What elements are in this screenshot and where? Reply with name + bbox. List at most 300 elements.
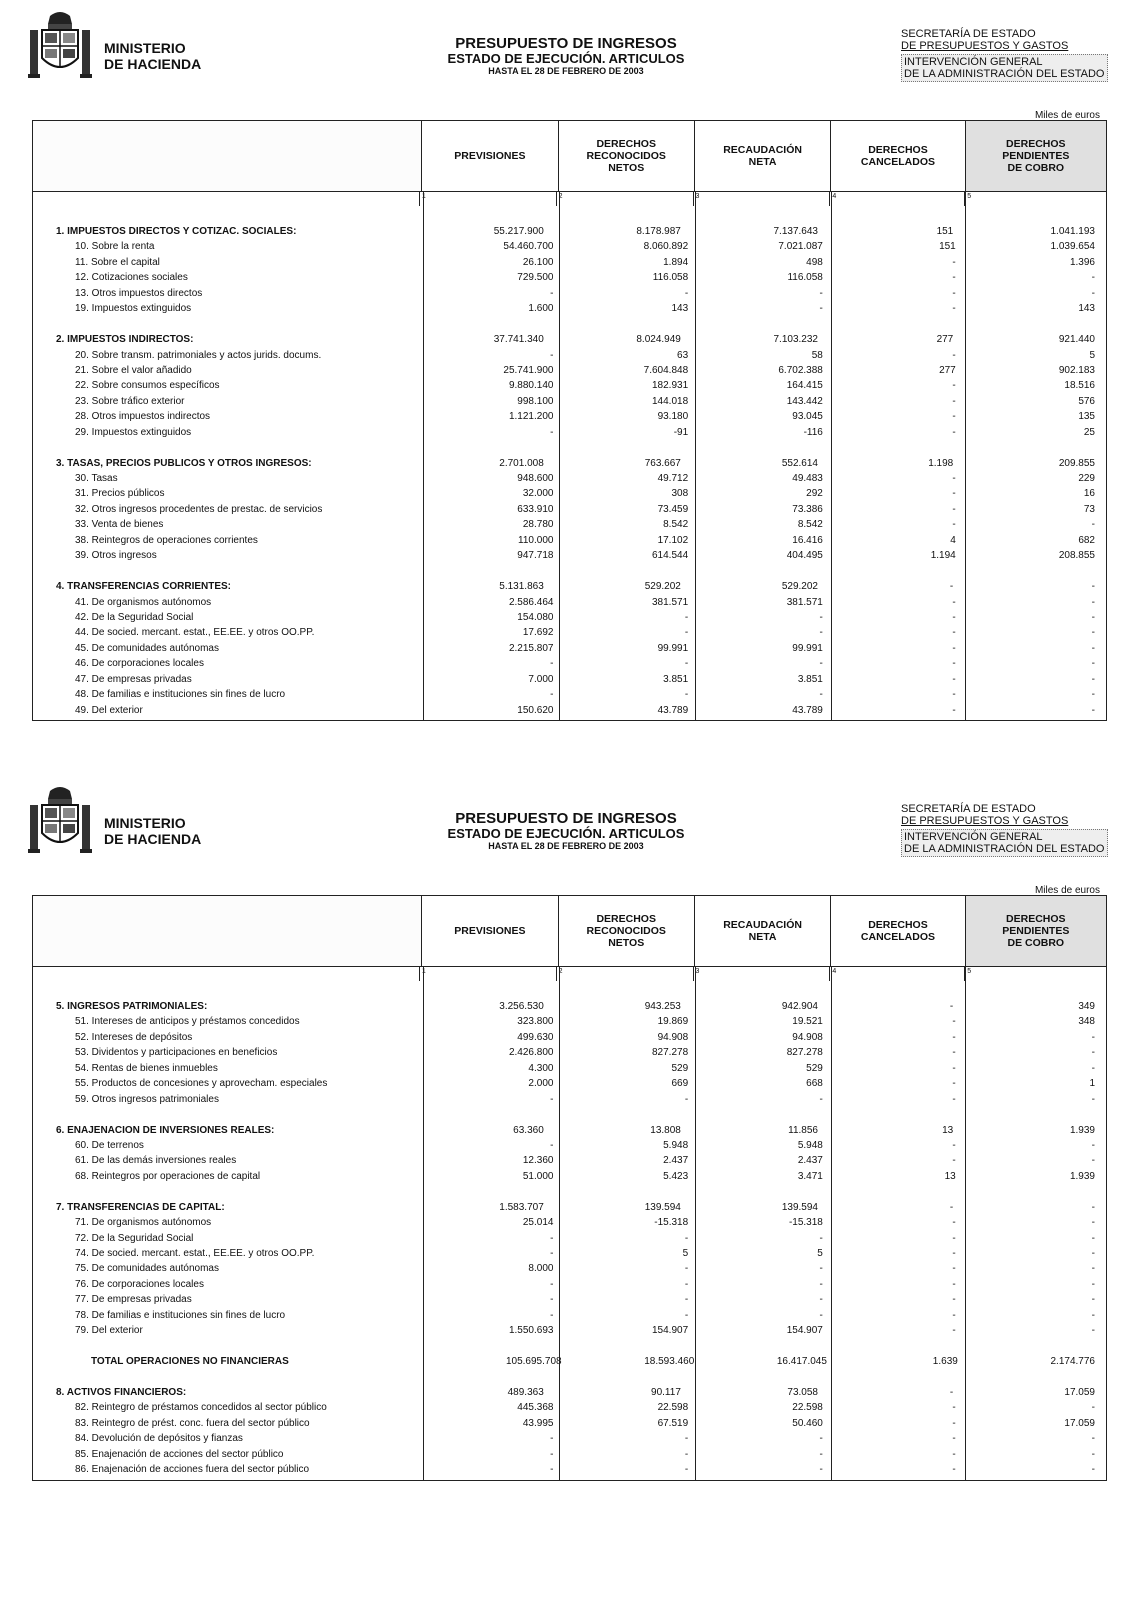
cell-col-4: - <box>952 1155 956 1167</box>
cell-col-3: 154.907 <box>786 1325 823 1337</box>
col-header-text: DERECHOS CANCELADOS <box>860 144 935 168</box>
cell-col-1: 37.741.340 <box>493 334 544 346</box>
cell-col-3: - <box>819 1464 823 1476</box>
cell-col-1: 54.460.700 <box>503 241 554 253</box>
cell-col-1: 323.800 <box>517 1016 554 1028</box>
cell-col-1: - <box>550 658 554 670</box>
row-label: 39. Otros ingresos <box>75 550 157 562</box>
cell-col-4: 13 <box>942 1124 954 1136</box>
cell-col-4: - <box>952 1217 956 1229</box>
cell-col-2: 614.544 <box>652 550 689 562</box>
col-num-2: 2 <box>556 967 693 981</box>
col-header-text: DERECHOS CANCELADOS <box>860 919 935 943</box>
cell-col-5: - <box>1091 519 1095 531</box>
cell-col-5: - <box>1091 1263 1095 1275</box>
col-header-previsiones: PREVISIONES <box>421 896 557 966</box>
col-num-5: 5 <box>964 192 1106 206</box>
cell-col-3: - <box>819 1263 823 1275</box>
cell-col-2: 143 <box>671 303 689 315</box>
table-row <box>33 1153 1106 1168</box>
table-row <box>33 1447 1106 1462</box>
cell-col-2: 19.869 <box>657 1016 689 1028</box>
cell-col-4: 4 <box>950 534 956 546</box>
row-label: 41. De organismos autónomos <box>75 596 212 608</box>
cell-col-1: - <box>550 1139 554 1151</box>
row-label: 49. Del exterior <box>75 704 143 716</box>
cell-col-4: 1.639 <box>932 1356 958 1368</box>
cell-col-1: - <box>550 426 554 438</box>
cell-col-1: 947.718 <box>517 550 554 562</box>
table-row <box>33 239 1106 254</box>
cell-col-4: - <box>952 256 956 268</box>
cell-col-3: 143.442 <box>786 395 823 407</box>
row-label: 72. De la Seguridad Social <box>75 1232 194 1244</box>
col-header-text: DERECHOS RECONOCIDOS NETOS <box>586 913 666 949</box>
cell-col-1: - <box>550 349 554 361</box>
cell-col-3: - <box>819 1232 823 1244</box>
cell-col-2: 139.594 <box>644 1201 681 1213</box>
report-title <box>380 811 752 852</box>
cell-col-3: 58 <box>811 349 823 361</box>
cell-col-3: 498 <box>806 256 823 268</box>
cell-col-4: - <box>952 1263 956 1275</box>
cell-col-4: - <box>952 1309 956 1321</box>
cell-col-2: 827.278 <box>652 1047 689 1059</box>
cell-col-3: 7.137.643 <box>773 226 818 237</box>
cell-col-5: 135 <box>1078 411 1095 423</box>
section-row <box>33 579 1106 594</box>
report-page-1 <box>0 0 1148 760</box>
row-label: 68. Reintegros por operaciones de capital <box>75 1170 261 1182</box>
cell-col-5: 349 <box>1078 1001 1095 1012</box>
cell-col-5: 5 <box>1089 349 1095 361</box>
row-spacer <box>33 1107 1106 1122</box>
cell-col-4: - <box>949 581 954 593</box>
table-row <box>33 409 1106 424</box>
cell-col-3: 73.058 <box>787 1386 818 1398</box>
cell-col-1: 150.620 <box>517 704 554 716</box>
col-divider <box>695 967 696 1480</box>
cell-col-2: 2.437 <box>663 1155 689 1167</box>
cell-col-2: 763.667 <box>644 457 681 469</box>
table-row <box>33 1030 1106 1045</box>
row-label: 42. De la Seguridad Social <box>75 611 194 623</box>
row-label: 54. Rentas de bienes inmuebles <box>75 1062 218 1074</box>
col-num-3: 3 <box>693 192 830 206</box>
cell-col-4: 151 <box>936 226 954 237</box>
cell-col-2: 529.202 <box>644 581 681 593</box>
cell-col-5: 209.855 <box>1058 457 1095 469</box>
row-label: TOTAL OPERACIONES NO FINANCIERAS <box>91 1356 289 1368</box>
table-row <box>33 425 1106 440</box>
cell-col-4: - <box>952 1093 956 1105</box>
secretaria-line-1: SECRETARÍA DE ESTADO <box>901 28 1036 40</box>
intervencion-box <box>901 54 1108 82</box>
row-label: 10. Sobre la renta <box>75 241 155 253</box>
cell-col-1: 1.550.693 <box>508 1325 554 1337</box>
row-label: 33. Venta de bienes <box>75 519 164 531</box>
row-spacer <box>33 1370 1106 1385</box>
section-row <box>33 456 1106 471</box>
cell-col-4: - <box>952 303 956 315</box>
table-row <box>33 1215 1106 1230</box>
cell-col-3: 8.542 <box>797 519 823 531</box>
cell-col-4: - <box>952 1016 956 1028</box>
cell-col-1: 2.215.807 <box>508 642 554 654</box>
cell-col-3: 7.103.232 <box>773 334 818 346</box>
cell-col-3: 99.991 <box>792 642 823 654</box>
secretaria-line-3: INTERVENCIÓN GENERAL <box>904 56 1043 68</box>
cell-col-2: 43.789 <box>657 704 689 716</box>
cell-col-2: - <box>684 627 689 639</box>
cell-col-5: - <box>1091 1093 1095 1105</box>
table-row <box>33 1045 1106 1060</box>
table-row <box>33 595 1106 610</box>
cell-col-2: 1.894 <box>663 256 689 268</box>
row-spacer <box>33 440 1106 455</box>
table-row <box>33 703 1106 718</box>
cell-col-3: 3.471 <box>797 1170 823 1182</box>
cell-col-2: - <box>684 689 689 701</box>
cell-col-2: - <box>684 658 689 670</box>
cell-col-4: - <box>952 349 956 361</box>
section-row <box>33 1200 1106 1215</box>
cell-col-3: 5 <box>817 1248 823 1259</box>
secretaria-line-2: DE PRESUPUESTOS Y GASTOS <box>901 40 1069 52</box>
cell-col-4: - <box>952 1417 956 1429</box>
intervencion-box <box>901 829 1108 857</box>
cell-col-1: 55.217.900 <box>493 226 544 237</box>
cell-col-2: 49.712 <box>657 473 689 484</box>
cell-col-2: - <box>684 1448 689 1460</box>
table-body <box>33 981 1106 1480</box>
cell-col-5: 1.939 <box>1069 1170 1095 1182</box>
cell-col-5: - <box>1091 1278 1095 1290</box>
cell-col-2: 63 <box>677 349 689 361</box>
cell-col-1: - <box>550 1248 554 1259</box>
cell-col-1: - <box>550 1232 554 1244</box>
col-header-cancelados <box>830 121 964 191</box>
cell-col-2: -91 <box>673 426 689 438</box>
cell-col-5: 208.855 <box>1058 550 1095 562</box>
col-header-text: DERECHOS PENDIENTES DE COBRO <box>1002 138 1070 174</box>
execution-table <box>32 895 1107 1481</box>
cell-col-3: 50.460 <box>792 1417 823 1429</box>
row-label: 71. De organismos autónomos <box>75 1217 212 1229</box>
secretaria-line-2: DE PRESUPUESTOS Y GASTOS <box>901 815 1069 827</box>
col-num-blank <box>33 192 419 206</box>
header-blank <box>33 121 421 191</box>
table-row <box>33 348 1106 363</box>
cell-col-3: - <box>819 1093 823 1105</box>
row-label: 6. ENAJENACION DE INVERSIONES REALES: <box>56 1124 275 1136</box>
cell-col-5: - <box>1091 689 1095 701</box>
cell-col-4: - <box>949 1001 954 1012</box>
cell-col-1: 2.586.464 <box>508 596 554 608</box>
row-label: 60. De terrenos <box>75 1139 144 1151</box>
row-label: 31. Precios públicos <box>75 488 165 500</box>
section-row <box>33 224 1106 239</box>
table-row <box>33 517 1106 532</box>
cell-col-3: 404.495 <box>786 550 823 562</box>
cell-col-3: - <box>819 1278 823 1290</box>
cell-col-2: 22.598 <box>657 1402 689 1414</box>
column-numbers <box>33 967 1106 981</box>
cell-col-5: - <box>1091 1309 1095 1321</box>
cell-col-3: 93.045 <box>792 411 823 423</box>
title-line-2: ESTADO DE EJECUCIÓN. ARTICULOS <box>447 826 685 841</box>
cell-col-2: 5.423 <box>663 1170 689 1182</box>
title-line-3: HASTA EL 28 DE FEBRERO DE 2003 <box>488 841 644 851</box>
table-row <box>33 1292 1106 1307</box>
cell-col-5: 2.174.776 <box>1050 1356 1095 1368</box>
cell-col-5: - <box>1091 1155 1095 1167</box>
col-num-4: 4 <box>829 967 964 981</box>
cell-col-3: - <box>819 1433 823 1445</box>
cell-col-1: 445.368 <box>517 1402 554 1414</box>
row-label: 59. Otros ingresos patrimoniales <box>75 1093 219 1105</box>
report-page-2 <box>0 775 1148 1575</box>
cell-col-3: 3.851 <box>797 673 823 685</box>
table-row <box>33 1400 1106 1415</box>
secretaria-line-4: DE LA ADMINISTRACIÓN DEL ESTADO <box>904 68 1105 80</box>
cell-col-1: - <box>550 1309 554 1321</box>
cell-col-5: - <box>1091 1248 1095 1259</box>
cell-col-4: - <box>952 1248 956 1259</box>
cell-col-5: 682 <box>1078 534 1095 546</box>
row-label: 38. Reintegros de operaciones corrientes <box>75 534 258 546</box>
cell-col-5: 73 <box>1083 503 1095 515</box>
cell-col-4: - <box>952 1062 956 1074</box>
row-label: 75. De comunidades autónomas <box>75 1263 219 1275</box>
row-label: 51. Intereses de anticipos y préstamos concedidos <box>75 1016 300 1028</box>
cell-col-1: 948.600 <box>517 473 554 484</box>
row-spacer <box>33 1339 1106 1354</box>
cell-col-5: - <box>1091 1047 1095 1059</box>
row-label: 55. Productos de concesiones y aprovecham. especiales <box>75 1078 328 1090</box>
table-row <box>33 1138 1106 1153</box>
row-label: 4. TRANSFERENCIAS CORRIENTES: <box>56 581 232 593</box>
col-num-1: 1 <box>419 192 556 206</box>
table-row <box>33 363 1106 378</box>
cell-col-3: 942.904 <box>781 1001 818 1012</box>
cell-col-3: 292 <box>806 488 823 500</box>
col-header-text: RECAUDACIÓN NETA <box>723 919 802 943</box>
cell-col-2: 381.571 <box>652 596 689 608</box>
cell-col-4: - <box>952 627 956 639</box>
row-label: 7. TRANSFERENCIAS DE CAPITAL: <box>56 1201 225 1213</box>
cell-col-1: 154.080 <box>517 611 554 623</box>
cell-col-1: 26.100 <box>522 256 554 268</box>
cell-col-1: 105.695.708 <box>505 1356 562 1368</box>
cell-col-3: 5.948 <box>797 1139 823 1151</box>
cell-col-1: 2.000 <box>528 1078 554 1090</box>
cell-col-1: 489.363 <box>507 1386 544 1398</box>
cell-col-1: 110.000 <box>518 534 554 546</box>
cell-col-4: - <box>952 503 956 515</box>
cell-col-4: - <box>952 1278 956 1290</box>
col-num-5: 5 <box>964 967 1106 981</box>
cell-col-4: - <box>952 488 956 500</box>
cell-col-3: - <box>819 303 823 315</box>
cell-col-4: - <box>952 272 956 284</box>
cell-col-2: 116.058 <box>652 272 689 284</box>
cell-col-5: 16 <box>1083 488 1095 500</box>
cell-col-1: 4.300 <box>528 1062 554 1074</box>
row-spacer <box>33 1184 1106 1199</box>
cell-col-1: 3.256.530 <box>499 1001 544 1012</box>
col-header-text: DERECHOS RECONOCIDOS NETOS <box>586 138 666 174</box>
cell-col-1: 2.426.800 <box>508 1047 554 1059</box>
row-label: 13. Otros impuestos directos <box>75 287 203 299</box>
cell-col-5: - <box>1091 1448 1095 1460</box>
cell-col-3: 6.702.388 <box>778 364 823 376</box>
cell-col-3: 529 <box>806 1062 823 1074</box>
cell-col-5: - <box>1091 1402 1095 1414</box>
cell-col-2: - <box>684 1278 689 1290</box>
table-row <box>33 625 1106 640</box>
execution-table <box>32 120 1107 721</box>
cell-col-2: - <box>684 1433 689 1445</box>
row-label: 8. ACTIVOS FINANCIEROS: <box>56 1386 187 1398</box>
cell-col-1: 1.600 <box>528 303 554 315</box>
secretaria-line-1: SECRETARÍA DE ESTADO <box>901 803 1036 815</box>
section-row <box>33 332 1106 347</box>
row-label: 82. Reintegro de préstamos concedidos al sector público <box>75 1402 327 1414</box>
cell-col-2: - <box>684 1294 689 1306</box>
cell-col-2: 7.604.848 <box>643 364 689 376</box>
cell-col-2: 99.991 <box>657 642 689 654</box>
cell-col-4: - <box>952 287 956 299</box>
table-row <box>33 1169 1106 1184</box>
cell-col-3: 827.278 <box>786 1047 823 1059</box>
col-divider <box>559 967 560 1480</box>
cell-col-1: 2.701.008 <box>499 457 544 469</box>
cell-col-4: 277 <box>939 364 956 376</box>
cell-col-5: - <box>1091 272 1095 284</box>
row-label: 45. De comunidades autónomas <box>75 642 219 654</box>
column-numbers <box>33 192 1106 206</box>
cell-col-2: - <box>684 1093 689 1105</box>
cell-col-5: - <box>1091 596 1095 608</box>
row-label: 83. Reintegro de prést. conc. fuera del sector público <box>75 1417 310 1429</box>
col-header-pendientes <box>965 896 1106 966</box>
cell-col-2: 18.593.460 <box>644 1356 695 1368</box>
table-row <box>33 394 1106 409</box>
row-label: 1. IMPUESTOS DIRECTOS Y COTIZAC. SOCIALES: <box>56 226 297 237</box>
col-header-recaudacion <box>694 896 830 966</box>
cell-col-2: - <box>684 287 689 299</box>
cell-col-4: - <box>952 658 956 670</box>
table-row <box>33 1462 1106 1477</box>
cell-col-5: 229 <box>1078 473 1095 484</box>
cell-col-5: 1.039.654 <box>1050 241 1095 253</box>
cell-col-2: - <box>684 611 689 623</box>
table-row <box>33 471 1106 486</box>
row-label: 12. Cotizaciones sociales <box>75 272 188 284</box>
row-label: 78. De familias e instituciones sin fines de lucro <box>75 1309 286 1321</box>
col-divider <box>423 967 424 1480</box>
cell-col-5: - <box>1091 673 1095 685</box>
table-body <box>33 206 1106 720</box>
cell-col-3: 16.417.045 <box>776 1356 827 1368</box>
table-row <box>33 1431 1106 1446</box>
cell-col-5: 143 <box>1078 303 1095 315</box>
cell-col-3: 552.614 <box>781 457 818 469</box>
cell-col-3: 668 <box>806 1078 823 1090</box>
table-row <box>33 672 1106 687</box>
secretaria-block <box>901 28 1108 82</box>
row-label: 85. Enajenación de acciones del sector público <box>75 1448 284 1460</box>
header-blank <box>33 896 421 966</box>
table-row <box>33 1231 1106 1246</box>
cell-col-5: 902.183 <box>1058 364 1095 376</box>
cell-col-2: - <box>684 1464 689 1476</box>
secretaria-line-4: DE LA ADMINISTRACIÓN DEL ESTADO <box>904 843 1105 855</box>
cell-col-4: - <box>949 1201 954 1213</box>
cell-col-4: - <box>952 704 956 716</box>
cell-col-2: 90.117 <box>651 1386 681 1398</box>
cell-col-1: 63.360 <box>513 1124 544 1136</box>
row-label: 77. De empresas privadas <box>75 1294 192 1306</box>
row-label: 32. Otros ingresos procedentes de prestac. de servicios <box>75 503 323 515</box>
cell-col-4: - <box>952 395 956 407</box>
section-row <box>33 999 1106 1014</box>
cell-col-5: 348 <box>1078 1016 1095 1028</box>
cell-col-4: - <box>952 642 956 654</box>
cell-col-4: 13 <box>944 1170 956 1182</box>
cell-col-4: - <box>952 1232 956 1244</box>
col-header-recaudacion <box>694 121 830 191</box>
cell-col-5: 1 <box>1089 1078 1095 1090</box>
table-row <box>33 1323 1106 1338</box>
cell-col-4: - <box>952 1047 956 1059</box>
cell-col-5: 25 <box>1083 426 1095 438</box>
col-num-blank <box>33 967 419 981</box>
col-divider <box>695 192 696 720</box>
cell-col-1: 5.131.863 <box>499 581 544 593</box>
cell-col-1: 499.630 <box>517 1031 554 1043</box>
coat-of-arms-icon <box>28 10 92 82</box>
section-row <box>33 1385 1106 1400</box>
cell-col-1: 51.000 <box>522 1170 554 1182</box>
row-label: 84. Devolución de depósitos y fianzas <box>75 1433 243 1445</box>
cell-col-5: 18.516 <box>1064 380 1095 392</box>
row-label: 76. De corporaciones locales <box>75 1278 204 1290</box>
title-line-1: PRESUPUESTO DE INGRESOS <box>455 35 677 52</box>
cell-col-5: - <box>1091 1201 1095 1213</box>
table-row <box>33 301 1106 316</box>
cell-col-3: 94.908 <box>792 1031 823 1043</box>
table-row <box>33 1261 1106 1276</box>
cell-col-4: - <box>952 1433 956 1445</box>
cell-col-2: 13.808 <box>650 1124 681 1136</box>
row-label: 28. Otros impuestos indirectos <box>75 411 211 423</box>
cell-col-1: - <box>550 1278 554 1290</box>
row-label: 2. IMPUESTOS INDIRECTOS: <box>56 334 194 346</box>
ministry-name <box>104 40 201 72</box>
cell-col-5: - <box>1091 1464 1095 1476</box>
cell-col-1: - <box>550 1093 554 1105</box>
table-header <box>33 121 1106 192</box>
row-label: 48. De familias e instituciones sin fines de lucro <box>75 689 286 701</box>
report-title <box>380 36 752 77</box>
cell-col-4: 277 <box>936 334 954 346</box>
cell-col-3: - <box>819 689 823 701</box>
cell-col-2: 8.024.949 <box>636 334 681 346</box>
cell-col-5: 576 <box>1078 395 1095 407</box>
table-row <box>33 533 1106 548</box>
